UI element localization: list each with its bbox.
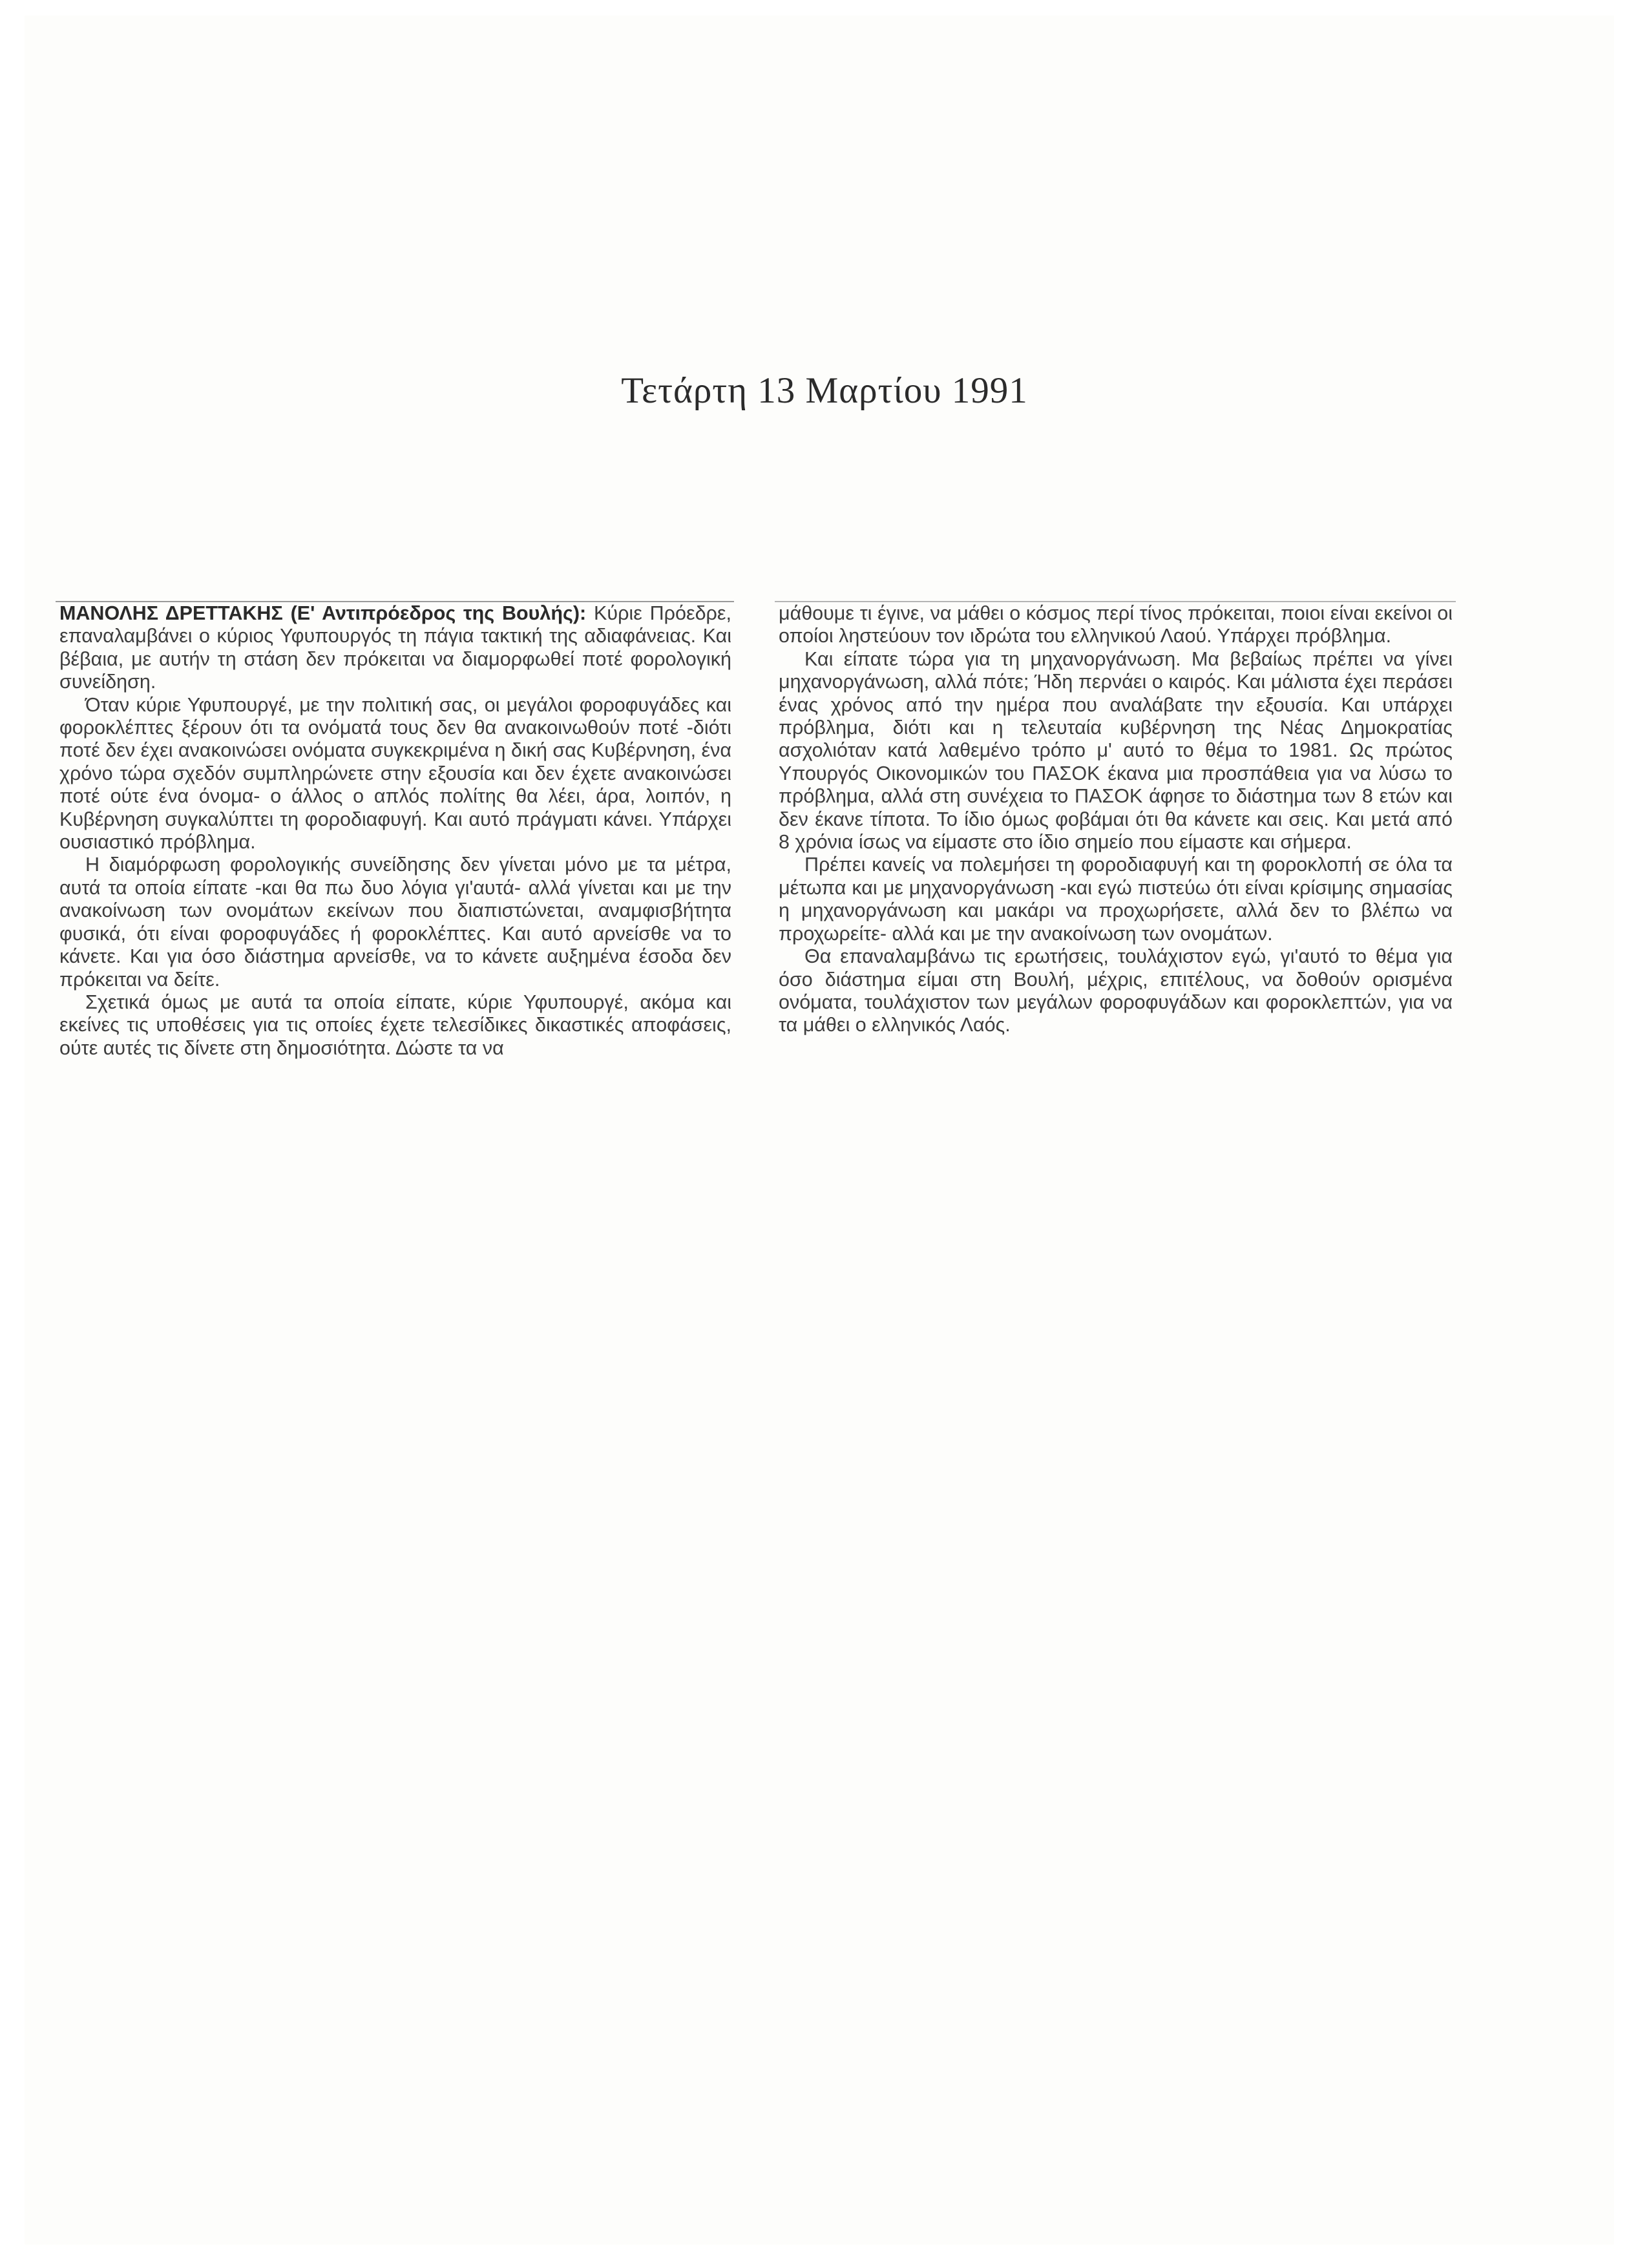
page-date-heading: Τετάρτη 13 Μαρτίου 1991 [621, 370, 1028, 411]
speech-paragraph: Θα επαναλαμβάνω τις ερωτήσεις, τουλάχιστον εγώ, γι'αυτό το θέμα για όσο διάστημα είμαι στη Βουλή, μέχρις, επιτέλους, να δοθούν ορισμένα ονόματα, τουλάχιστον των μεγάλων φοροφυγάδων και φοροκλεπτών, για να τα μάθει ο ελληνικός Λαός. [779, 945, 1453, 1036]
speech-paragraph: Η διαμόρφωση φορολογικής συνείδησης δεν γίνεται μόνο με τα μέτρα, αυτά τα οποία είπατε -και θα πω δυο λόγια γι'αυτά- αλλά γίνεται και με την ανακοίνωση των ονομάτων εκείνων που διαπιστώνεται, αναμφισβήτητα φυσικά, ότι είναι φοροφυγάδες ή φοροκλέπτες. Και αυτό αρνείσθε να το κάνετε. Και για όσο διάστημα αρνείσθε, να το κάνετε αυξημένα έσοδα δεν πρόκειται να δείτε. [59, 854, 731, 991]
paragraph-text: Κύριε Πρόεδρε, επαναλαμβάνει ο κύριος Υφυπουργός τη πάγια τακτική της αδιαφάνειας. Και βέβαια, με αυτήν τη στάση δεν πρόκειται να διαμορφωθεί ποτέ φορολογική συνείδηση. [59, 602, 731, 693]
speech-paragraph: μάθουμε τι έγινε, να μάθει ο κόσμος περί τίνος πρόκειται, ποιοι είναι εκείνοι οι οποίοι ληστεύουν τον ιδρώτα του ελληνικού Λαού. Υπάρχει πρόβλημα. [779, 602, 1453, 647]
left-column [59, 602, 731, 1060]
speech-paragraph [59, 602, 731, 694]
speech-paragraph: Σχετικά όμως με αυτά τα οποία είπατε, κύριε Υφυπουργέ, ακόμα και εκείνες τις υποθέσεις για τις οποίες έχετε τελεσίδικες δικαστικές αποφάσεις, ούτε αυτές τις δίνετε στη δημοσιότητα. Δώστε τα να [59, 991, 731, 1059]
speech-paragraph: Πρέπει κανείς να πολεμήσει τη φοροδιαφυγή και τη φοροκλοπή σε όλα τα μέτωπα και με μηχανοργάνωση -και εγώ πιστεύω ότι είναι κρίσιμης σημασίας η μηχανοργάνωση και μακάρι να προχωρήσετε, αλλά δεν το βλέπω να προχωρείτε- αλλά και με την ανακοίνωση των ονομάτων. [779, 854, 1453, 945]
right-column [779, 602, 1453, 1037]
speaker-name: ΜΑΝΟΛΗΣ ΔΡΕΤΤΑΚΗΣ (Ε' Αντιπρόεδρος της Βουλής): [59, 602, 587, 624]
speech-paragraph: Όταν κύριε Υφυπουργέ, με την πολιτική σας, οι μεγάλοι φοροφυγάδες και φοροκλέπτες ξέρουν ότι τα ονόματά τους δεν θα ανακοινωθούν ποτέ -διότι ποτέ δεν έχει ανακοινώσει ονόματα συγκεκριμένα η δική σας Κυβέρνηση, ένα χρόνο τώρα σχεδόν συμπληρώνετε στην εξουσία και δεν έχετε ανακοινώσει ποτέ ούτε ένα όνομα- ο άλλος ο απλός πολίτης θα λέει, άρα, λοιπόν, η Κυβέρνηση συγκαλύπτει τη φοροδιαφυγή. Και αυτό πράγματι κάνει. Υπάρχει ουσιαστικό πρόβλημα. [59, 693, 731, 854]
speech-paragraph: Και είπατε τώρα για τη μηχανοργάνωση. Μα βεβαίως πρέπει να γίνει μηχανοργάνωση, αλλά πότε; Ήδη περνάει ο καιρός. Και μάλιστα έχει περάσει ένας χρόνος από την ημέρα που αναλάβατε την εξουσία. Και υπάρχει πρόβλημα, διότι και η τελευταία κυβέρνηση της Νέας Δημοκρατίας ασχολιόταν κατά λαθεμένο τρόπο μ' αυτό το θέμα το 1981. Ως πρώτος Υπουργός Οικονομικών του ΠΑΣΟΚ έκανα μια προσπάθεια για να λύσω το πρόβλημα, αλλά στη συνέχεια το ΠΑΣΟΚ άφησε το διάστημα των 8 ετών και δεν έκανε τίποτα. Το ίδιο όμως φοβάμαι ότι θα κάνετε και σεις. Και μετά από 8 χρόνια ίσως να είμαστε στο ίδιο σημείο που είμαστε και σήμερα. [779, 647, 1453, 854]
